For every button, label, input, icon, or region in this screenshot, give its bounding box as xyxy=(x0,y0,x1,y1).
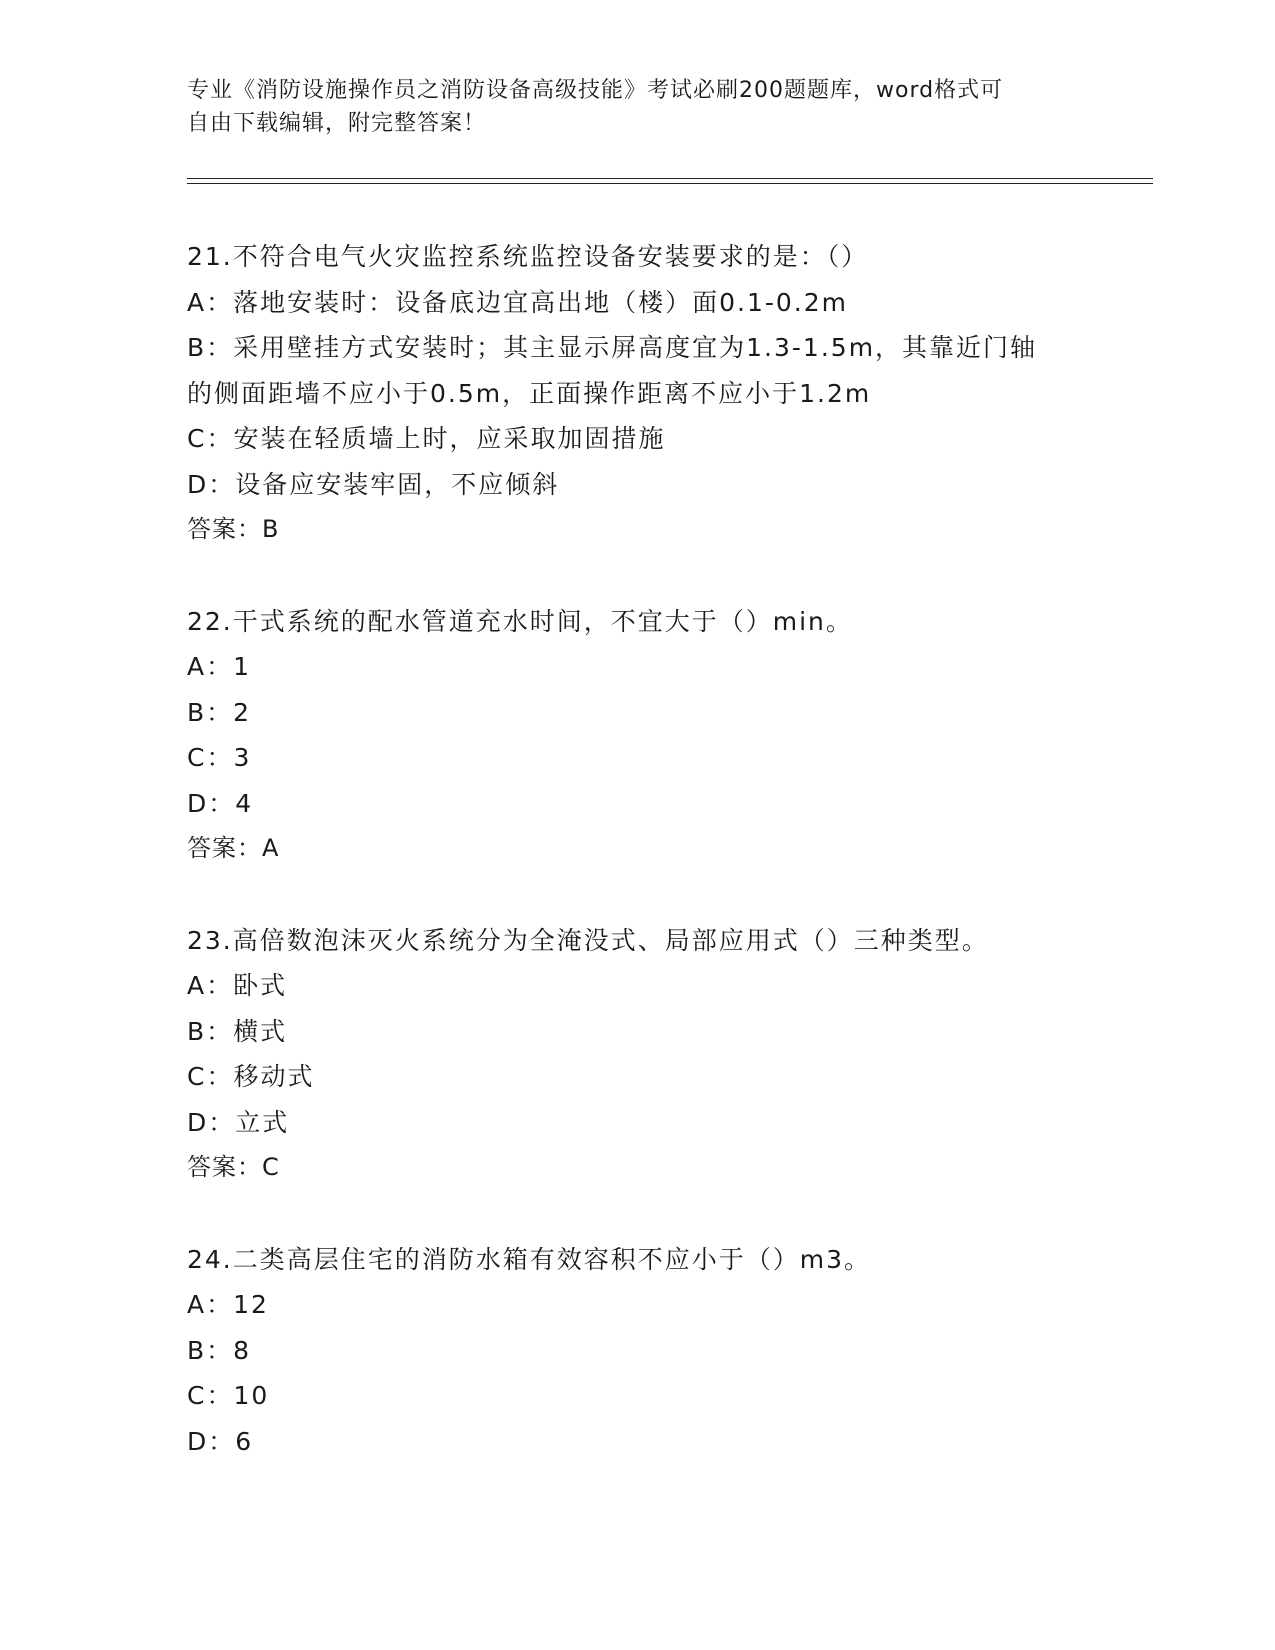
answer-value: A xyxy=(262,834,280,862)
answer-value: B xyxy=(262,515,280,543)
option-b: B：采用壁挂方式安装时；其主显示屏高度宜为1.3-1.5m，其靠近门轴 xyxy=(187,333,1038,362)
answer-value: C xyxy=(262,1153,280,1181)
question-stem: 23.高倍数泡沫灭火系统分为全淹没式、局部应用式（）三种类型。 xyxy=(187,925,989,955)
document-header xyxy=(187,74,1087,140)
option-d: D：立式 xyxy=(187,1107,290,1137)
answer-line xyxy=(187,1145,1087,1191)
answer-line xyxy=(187,826,1087,872)
option-d: D：设备应安装牢固，不应倾斜 xyxy=(187,469,560,499)
header-line-1: 专业《消防设施操作员之消防设备高级技能》考试必刷200题题库，word格式可 xyxy=(187,78,1004,103)
question-24 xyxy=(187,1237,1087,1465)
question-22 xyxy=(187,599,1087,872)
question-list xyxy=(187,234,1087,1510)
question-23 xyxy=(187,918,1087,1191)
answer-label: 答案： xyxy=(187,1153,262,1181)
question-21 xyxy=(187,234,1087,553)
option-b: B：2 xyxy=(187,697,252,727)
option-c: C：安装在轻质墙上时，应采取加固措施 xyxy=(187,424,666,453)
option-a: A：12 xyxy=(187,1290,269,1319)
option-d: D：6 xyxy=(187,1426,254,1456)
option-c: C：3 xyxy=(187,743,252,772)
header-line-2: 自由下载编辑，附完整答案！ xyxy=(187,111,487,136)
option-a: A：1 xyxy=(187,652,252,681)
header-divider-top xyxy=(187,178,1153,179)
option-c: C：移动式 xyxy=(187,1062,315,1091)
option-b: B：横式 xyxy=(187,1016,288,1046)
header-divider-bottom xyxy=(187,183,1153,184)
question-stem: 24.二类高层住宅的消防水箱有效容积不应小于（）m3。 xyxy=(187,1244,872,1274)
option-a: A：卧式 xyxy=(187,971,288,1000)
option-d: D：4 xyxy=(187,788,254,818)
question-stem: 21.不符合电气火灾监控系统监控设备安装要求的是：（） xyxy=(187,242,869,271)
option-b: B：8 xyxy=(187,1335,252,1365)
option-b-continued: 的侧面距墙不应小于0.5m，正面操作距离不应小于1.2m xyxy=(187,378,872,408)
answer-label: 答案： xyxy=(187,834,262,862)
answer-label: 答案： xyxy=(187,515,262,543)
option-c: C：10 xyxy=(187,1381,270,1410)
option-a: A：落地安装时：设备底边宜高出地（楼）面0.1-0.2m xyxy=(187,287,848,317)
answer-line xyxy=(187,507,1087,553)
question-stem: 22.干式系统的配水管道充水时间，不宜大于（）min。 xyxy=(187,606,853,636)
